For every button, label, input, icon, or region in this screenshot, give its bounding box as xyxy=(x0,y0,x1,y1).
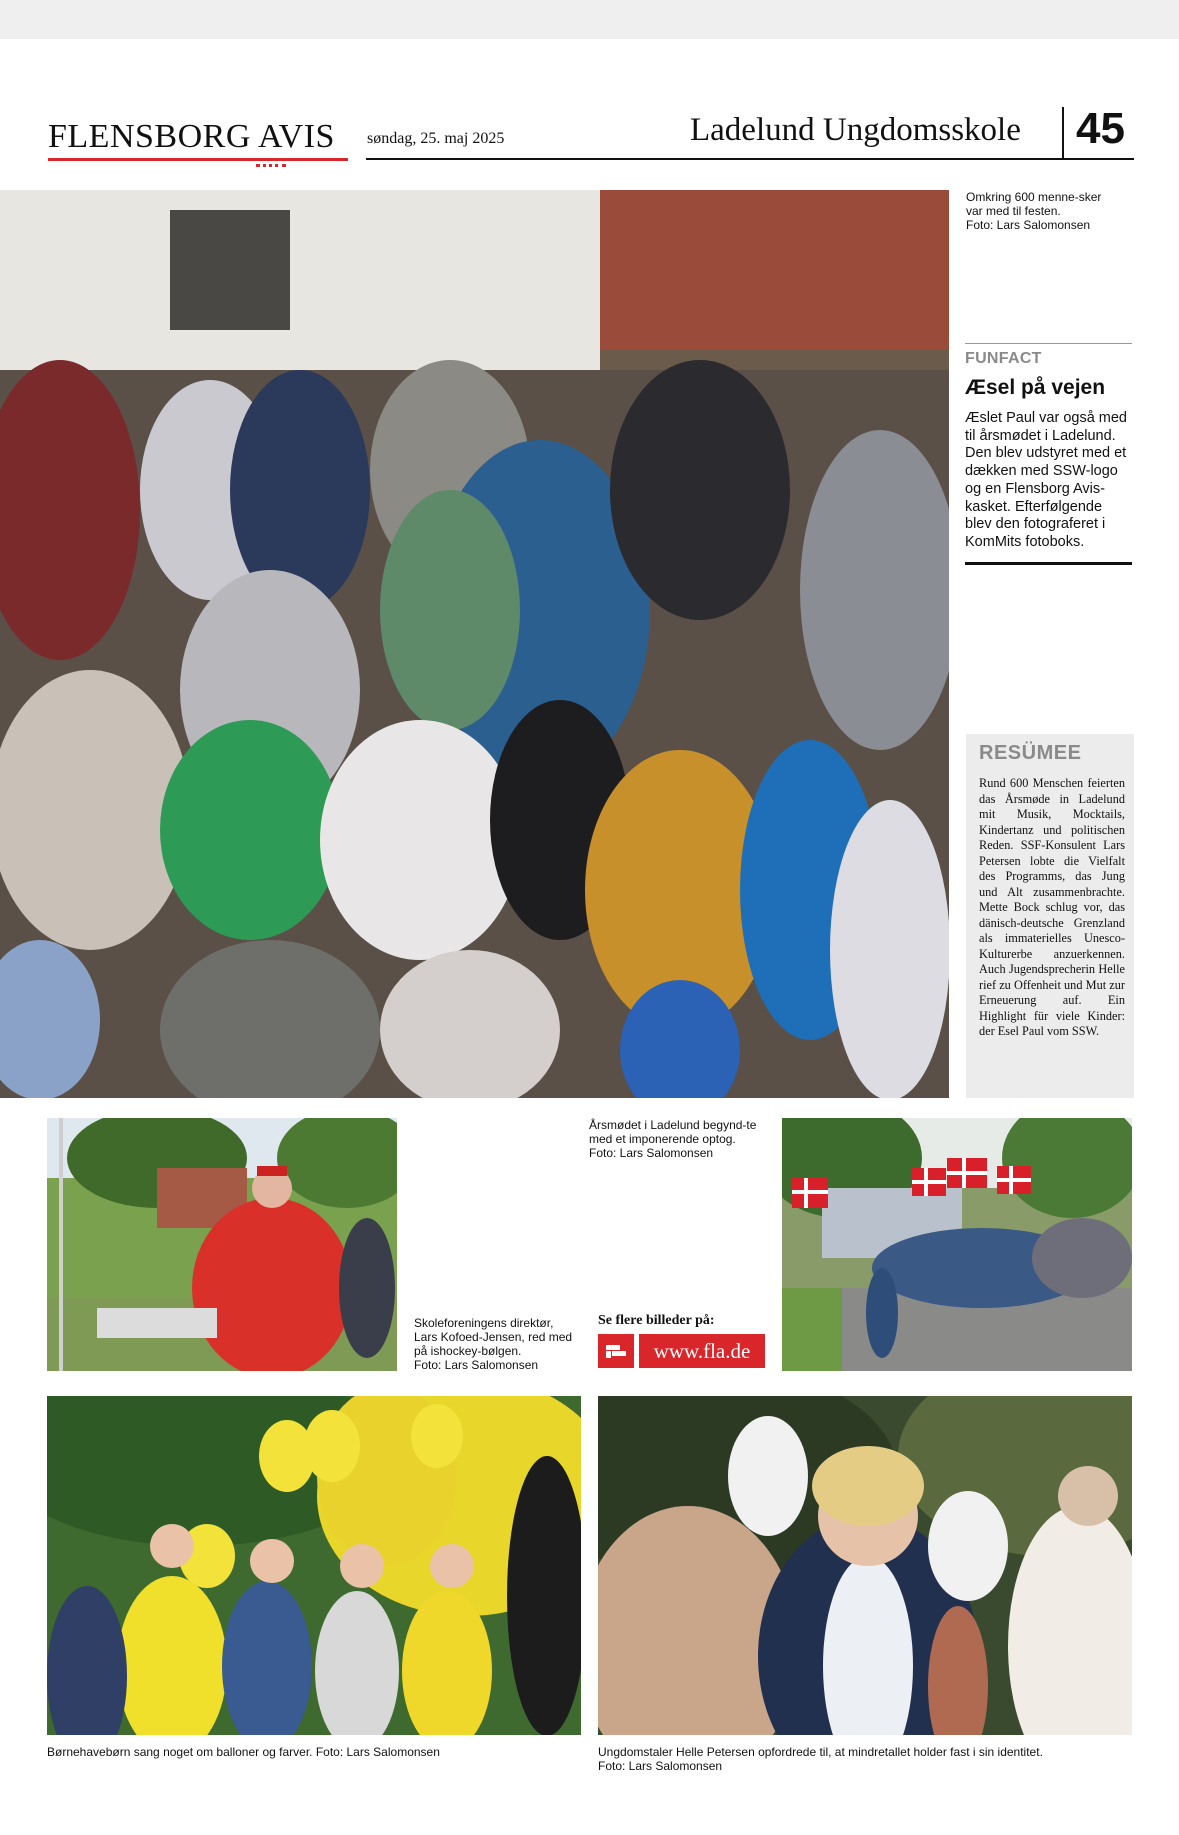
top-margin-bar xyxy=(0,0,1179,39)
parade-photo xyxy=(782,1118,1132,1371)
funfact-kicker: FUNFACT xyxy=(965,350,1042,367)
caption-text: Børnehavebørn sang noget om balloner og farver. Foto: Lars Salomonsen xyxy=(47,1745,440,1759)
funfact-bottom-rule xyxy=(965,562,1132,565)
director-caption xyxy=(414,1316,574,1372)
funfact-box xyxy=(965,343,1132,565)
parade-caption xyxy=(589,1118,769,1160)
masthead-logo xyxy=(48,112,348,162)
children-photo xyxy=(47,1396,581,1735)
caption-credit: Foto: Lars Salomonsen xyxy=(589,1146,714,1160)
promo-label: Se flere billeder på: xyxy=(598,1313,715,1328)
promo-url-link[interactable]: www.fla.de xyxy=(639,1334,765,1368)
funfact-body: Æslet Paul var også med til årsmødet i Ladelund. Den blev udstyret med et dækken med SSW-logo og en Flensborg Avis-kasket. Efterfølgende blev den fotograferet i KomMits fotoboks. xyxy=(965,410,1127,550)
children-caption xyxy=(47,1745,581,1759)
section-title: Ladelund Ungdomsskole xyxy=(690,112,1021,148)
director-photo xyxy=(47,1118,397,1371)
funfact-headline: Æsel på vejen xyxy=(965,376,1106,399)
resumee-box xyxy=(966,734,1134,1098)
speaker-caption xyxy=(598,1745,1132,1773)
caption-credit: Foto: Lars Salomonsen xyxy=(598,1759,723,1773)
main-photo-caption xyxy=(966,190,1106,232)
resumee-kicker: RESÜMEE xyxy=(979,742,1082,764)
speaker-photo xyxy=(598,1396,1132,1735)
caption-text: Omkring 600 menne-sker var med til festen. xyxy=(966,190,1102,218)
logo-text: FLENSBORG AVIS xyxy=(48,118,335,155)
funfact-top-rule xyxy=(965,343,1132,344)
logo-dots xyxy=(256,164,286,170)
header-divider xyxy=(1062,107,1064,159)
page-number: 45 xyxy=(1076,104,1125,153)
fla-logo-icon xyxy=(598,1334,634,1368)
caption-text: Ungdomstaler Helle Petersen opfordrede til, at mindretallet holder fast i sin identitet. xyxy=(598,1745,1043,1759)
issue-date: søndag, 25. maj 2025 xyxy=(367,130,505,147)
logo-underline xyxy=(48,158,348,161)
caption-credit: Foto: Lars Salomonsen xyxy=(414,1358,539,1372)
caption-credit: Foto: Lars Salomonsen xyxy=(966,218,1091,232)
main-crowd-photo xyxy=(0,190,949,1098)
caption-text: Skoleforeningens direktør, Lars Kofoed-Jensen, red med på ishockey-bølgen. xyxy=(414,1316,573,1358)
resumee-body: Rund 600 Menschen feierten das Årsmøde in Ladelund mit Musik, Mocktails, Kindertanz und politischen Reden. SSF-Konsulent Lars Petersen lobte die Vielfalt des Programms, das Jung und Alt zusammenbrachte. Mette Bock schlug vor, das dänisch-deutsche Grenzland als immaterielles Unesco-Kulturerbe anzuerkennen. Auch Jugendsprecherin Helle rief zu Offenheit und Mut zur Erneuerung auf. Ein Highlight für viele Kinder: der Esel Paul vom SSW. xyxy=(979,776,1125,1038)
header-rule xyxy=(366,158,1134,160)
caption-text: Årsmødet i Ladelund begynd-te med et imponerende optog. xyxy=(589,1118,757,1146)
